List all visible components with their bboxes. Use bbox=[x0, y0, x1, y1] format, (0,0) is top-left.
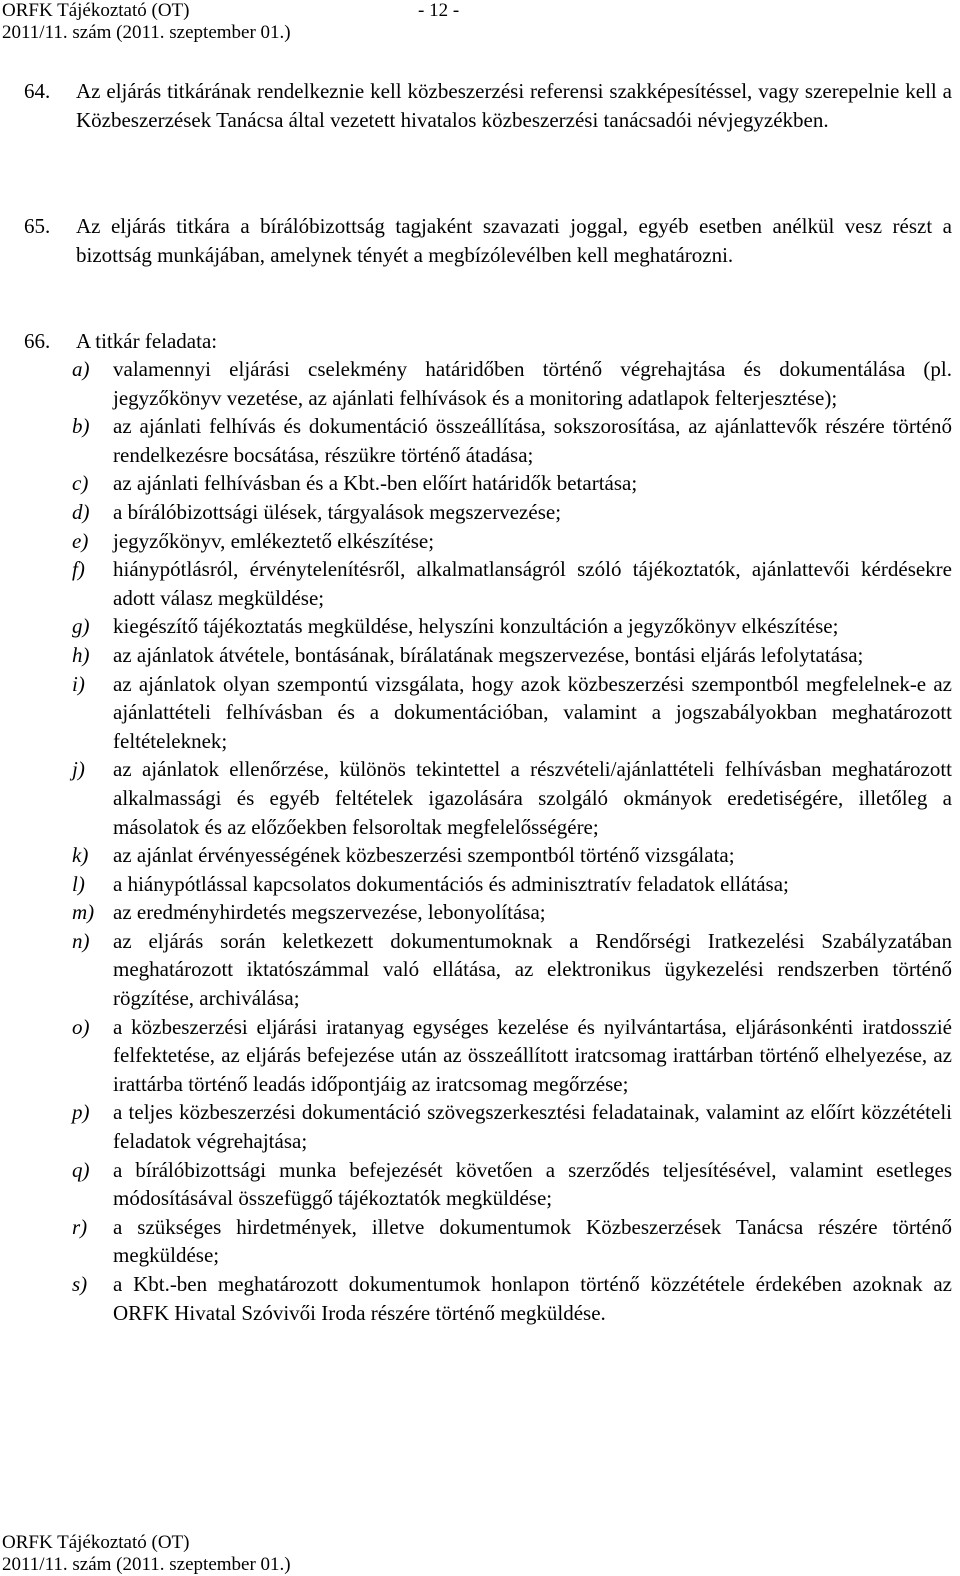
list-item bbox=[72, 469, 952, 498]
paragraph-66 bbox=[24, 327, 952, 356]
item-letter: o) bbox=[72, 1014, 90, 1039]
item-letter: l) bbox=[72, 871, 85, 896]
item-text: a szükséges hirdetmények, illetve dokumentumok Közbeszerzések Tanácsa részére történő megküldése; bbox=[113, 1214, 952, 1268]
list-item bbox=[72, 1156, 952, 1213]
item-letter: i) bbox=[72, 671, 85, 696]
header-issue: 2011/11. szám (2011. szeptember 01.) bbox=[2, 22, 291, 43]
task-list bbox=[72, 355, 952, 1327]
item-letter: m) bbox=[72, 900, 95, 925]
paragraph-65 bbox=[24, 212, 952, 270]
item-text: a bírálóbizottsági munka befejezését követően a szerződés teljesítésével, valamint esetleges módosításával összefüggő tájékoztatók megküldése; bbox=[113, 1157, 952, 1211]
item-text: a közbeszerzési eljárási iratanyag egységes kezelése és nyilvántartása, eljárásonkénti iratdosszié felfektetése, az eljárás befejezése után az összeállított iratcsomag irattárban történő elhelyezése, az irattárba történő leadás időpontjáig az iratcsomag megőrzése; bbox=[113, 1014, 952, 1096]
list-item bbox=[72, 898, 952, 927]
item-letter: c) bbox=[72, 471, 89, 496]
item-letter: k) bbox=[72, 843, 89, 868]
list-item bbox=[72, 870, 952, 899]
list-item bbox=[72, 527, 952, 556]
list-item bbox=[72, 841, 952, 870]
item-text: az ajánlatok ellenőrzése, különös tekintettel a részvételi/ajánlattételi felhívásban meghatározott alkalmassági és egyéb feltételek igazolására szolgáló okmányok eredetiségére, illetőleg a másolatok és az előzőekben felsoroltak megfelelősségére; bbox=[113, 757, 952, 839]
list-item bbox=[72, 355, 952, 412]
list-item bbox=[72, 927, 952, 1013]
paragraph-text: Az eljárás titkárának rendelkeznie kell közbeszerzési referensi szakképesítéssel, vagy szerepelnie kell a Közbeszerzések Tanácsa által vezetett hivatalos közbeszerzési tanácsadói névjegyzékben. bbox=[76, 79, 952, 132]
list-item bbox=[72, 1013, 952, 1099]
list-item bbox=[72, 670, 952, 756]
page-number: - 12 - bbox=[418, 0, 460, 21]
item-letter: b) bbox=[72, 414, 90, 439]
item-text: a teljes közbeszerzési dokumentáció szövegszerkesztési feladatainak, valamint az előírt közzétételi feladatok végrehajtása; bbox=[113, 1100, 952, 1154]
item-letter: d) bbox=[72, 499, 90, 524]
item-text: az ajánlati felhívás és dokumentáció összeállítása, sokszorosítása, az ajánlattevők részére történő rendelkezésre bocsátása, részükre történő átadása; bbox=[113, 414, 952, 467]
list-item bbox=[72, 755, 952, 841]
footer-issue: 2011/11. szám (2011. szeptember 01.) bbox=[2, 1554, 291, 1575]
list-item bbox=[72, 498, 952, 527]
list-item bbox=[72, 412, 952, 469]
list-item bbox=[72, 1098, 952, 1155]
footer-title: ORFK Tájékoztató (OT) bbox=[2, 1532, 190, 1553]
item-text: az eljárás során keletkezett dokumentumoknak a Rendőrségi Iratkezelési Szabályzatában meghatározott iktatószámmal való ellátása, az elektronikus ügykezelési rendszerben történő rögzítése, archiválása; bbox=[113, 928, 952, 1011]
item-text: a bírálóbizottsági ülések, tárgyalások megszervezése; bbox=[113, 499, 562, 524]
paragraph-number: 66. bbox=[24, 329, 51, 353]
item-text: az ajánlati felhívásban és a Kbt.-ben előírt határidők betartása; bbox=[113, 471, 638, 496]
paragraph-number: 64. bbox=[24, 79, 51, 103]
item-text: az ajánlatok olyan szempontú vizsgálata, hogy azok közbeszerzési szempontból megfelelnek-e az ajánlattételi felhívásban és a dokumentációban, valamint a jogszabályokban meghatározott feltételeknek; bbox=[113, 671, 952, 753]
item-letter: j) bbox=[72, 757, 85, 782]
item-text: az eredményhirdetés megszervezése, lebonyolítása; bbox=[113, 900, 546, 925]
item-letter: n) bbox=[72, 928, 90, 953]
item-letter: f) bbox=[72, 557, 85, 582]
list-item bbox=[72, 555, 952, 612]
item-text: hiánypótlásról, érvénytelenítésről, alkalmatlanságról szóló tájékoztatók, ajánlattevői kérdésekre adott válasz megküldése; bbox=[113, 557, 952, 610]
list-item bbox=[72, 1270, 952, 1327]
item-text: az ajánlat érvényességének közbeszerzési szempontból történő vizsgálata; bbox=[113, 843, 735, 868]
item-letter: p) bbox=[72, 1100, 90, 1125]
item-text: a hiánypótlással kapcsolatos dokumentációs és adminisztratív feladatok ellátása; bbox=[113, 871, 789, 896]
item-letter: q) bbox=[72, 1157, 90, 1182]
item-letter: a) bbox=[72, 357, 90, 381]
item-letter: g) bbox=[72, 614, 90, 639]
item-text: valamennyi eljárási cselekmény határidőben történő végrehajtása és dokumentálása (pl. jegyzőkönyv vezetése, az ajánlati felhívások és a monitoring adatlapok felterjesztése); bbox=[113, 357, 952, 410]
paragraph-text: Az eljárás titkára a bírálóbizottság tagjaként szavazati joggal, egyéb esetben anélkül vesz részt a bizottság munkájában, amelynek tényét a megbízólevélben kell meghatározni. bbox=[76, 214, 952, 267]
list-item bbox=[72, 612, 952, 641]
paragraph-64 bbox=[24, 77, 952, 135]
item-letter: h) bbox=[72, 642, 90, 667]
item-text: kiegészítő tájékoztatás megküldése, helyszíni konzultáción a jegyzőkönyv elkészítése; bbox=[113, 614, 839, 639]
list-item bbox=[72, 1213, 952, 1270]
item-text: a Kbt.-ben meghatározott dokumentumok honlapon történő közzététele érdekében azoknak az ORFK Hivatal Szóvivői Iroda részére történő megküldése. bbox=[113, 1272, 952, 1325]
list-item bbox=[72, 641, 952, 670]
item-letter: e) bbox=[72, 528, 89, 553]
paragraph-number: 65. bbox=[24, 214, 51, 238]
item-letter: r) bbox=[72, 1214, 88, 1239]
header-title: ORFK Tájékoztató (OT) bbox=[2, 0, 190, 21]
paragraph-text: A titkár feladata: bbox=[76, 329, 218, 353]
item-text: az ajánlatok átvétele, bontásának, bírálatának megszervezése, bontási eljárás lefolytatása; bbox=[113, 642, 864, 667]
item-text: jegyzőkönyv, emlékeztető elkészítése; bbox=[113, 528, 435, 553]
item-letter: s) bbox=[72, 1272, 88, 1296]
